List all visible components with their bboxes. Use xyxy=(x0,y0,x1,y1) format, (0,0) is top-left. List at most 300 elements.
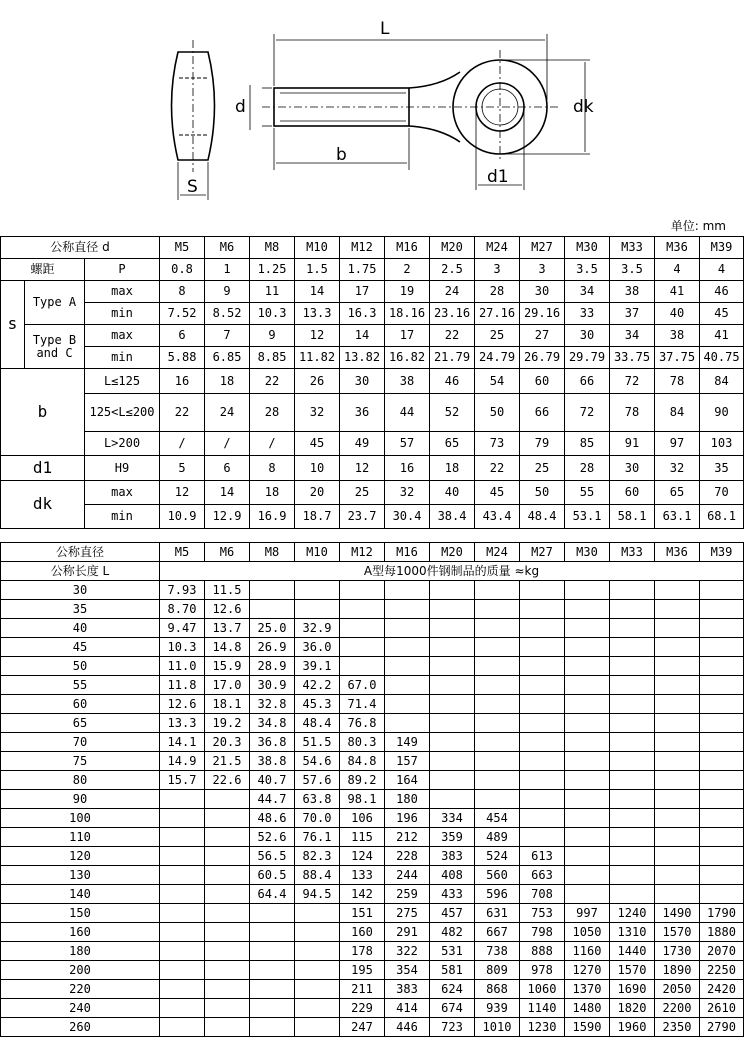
mass-cell: 247 xyxy=(340,1018,385,1037)
mass-cell xyxy=(565,581,610,600)
value-cell: 7.52 xyxy=(160,303,205,325)
mass-cell xyxy=(205,866,250,885)
mass-cell xyxy=(385,581,430,600)
mass-cell xyxy=(610,714,655,733)
mass-cell: 359 xyxy=(430,828,475,847)
value-cell: / xyxy=(160,432,205,456)
mass-cell: 40.7 xyxy=(250,771,295,790)
b-row-2 xyxy=(1,394,744,432)
mass-cell xyxy=(520,714,565,733)
mass-cell xyxy=(700,885,744,904)
mass-cell xyxy=(610,828,655,847)
size-cell: M8 xyxy=(250,543,295,562)
size-cell: M30 xyxy=(565,237,610,259)
size-cell: M16 xyxy=(385,543,430,562)
mass-row xyxy=(1,619,744,638)
mass-cell xyxy=(205,980,250,999)
pitch-cell: 3 xyxy=(520,259,565,281)
dimension-table xyxy=(0,236,744,529)
mass-cell: 631 xyxy=(475,904,520,923)
value-cell: 70 xyxy=(700,481,744,505)
mass-cell: 596 xyxy=(475,885,520,904)
value-cell: 29.79 xyxy=(565,347,610,369)
value-cell: 12.9 xyxy=(205,505,250,529)
mass-cell: 14.9 xyxy=(160,752,205,771)
mass-cell: 259 xyxy=(385,885,430,904)
value-cell: 13.3 xyxy=(295,303,340,325)
mass-cell xyxy=(610,657,655,676)
value-cell: 10.9 xyxy=(160,505,205,529)
value-cell: 24 xyxy=(430,281,475,303)
value-cell: 41 xyxy=(655,281,700,303)
mass-cell xyxy=(565,714,610,733)
size-cell: M12 xyxy=(340,237,385,259)
value-cell: 24.79 xyxy=(475,347,520,369)
s-typeBC-max-row xyxy=(1,325,744,347)
mass-cell: 180 xyxy=(385,790,430,809)
size-cell: M33 xyxy=(610,237,655,259)
mass-cell xyxy=(430,733,475,752)
mass-row xyxy=(1,695,744,714)
value-cell: 57 xyxy=(385,432,430,456)
value-cell: 44 xyxy=(385,394,430,432)
mass-cell xyxy=(340,619,385,638)
mass-row xyxy=(1,638,744,657)
mass-cell: 15.9 xyxy=(205,657,250,676)
size-cell: M5 xyxy=(160,543,205,562)
length-cell: 120 xyxy=(1,847,160,866)
mass-cell: 1820 xyxy=(610,999,655,1018)
mass-cell xyxy=(655,847,700,866)
mass-row xyxy=(1,714,744,733)
mass-cell: 8.70 xyxy=(160,600,205,619)
mass-cell: 1050 xyxy=(565,923,610,942)
length-cell: 110 xyxy=(1,828,160,847)
mass-cell: 76.1 xyxy=(295,828,340,847)
size-header-row xyxy=(1,237,744,259)
pitch-cell: 3 xyxy=(475,259,520,281)
mass-cell xyxy=(655,752,700,771)
mass-cell xyxy=(700,676,744,695)
value-cell: 18.7 xyxy=(295,505,340,529)
d1-row xyxy=(1,456,744,481)
value-cell: 37 xyxy=(610,303,655,325)
value-cell: 60 xyxy=(610,481,655,505)
mass-cell: 1060 xyxy=(520,980,565,999)
mass-cell xyxy=(520,809,565,828)
value-cell: 8 xyxy=(160,281,205,303)
value-cell: 23.16 xyxy=(430,303,475,325)
mass-cell xyxy=(520,752,565,771)
mass-cell xyxy=(655,809,700,828)
value-cell: / xyxy=(205,432,250,456)
mass-size-header-row xyxy=(1,543,744,562)
mass-cell xyxy=(700,809,744,828)
mass-cell: 36.8 xyxy=(250,733,295,752)
value-cell: 33 xyxy=(565,303,610,325)
mass-cell xyxy=(475,676,520,695)
mass-cell xyxy=(655,885,700,904)
mass-cell xyxy=(475,771,520,790)
mass-cell xyxy=(430,676,475,695)
mass-cell xyxy=(385,714,430,733)
mass-cell: 1310 xyxy=(610,923,655,942)
mass-cell xyxy=(565,657,610,676)
mass-cell: 868 xyxy=(475,980,520,999)
value-cell: 13.82 xyxy=(340,347,385,369)
mass-cell xyxy=(700,866,744,885)
value-cell: 9 xyxy=(205,281,250,303)
length-cell: 260 xyxy=(1,1018,160,1037)
mass-cell xyxy=(655,771,700,790)
mass-cell: 1140 xyxy=(520,999,565,1018)
value-cell: / xyxy=(250,432,295,456)
value-cell: 10 xyxy=(295,456,340,481)
mass-caption-row xyxy=(1,562,744,581)
mass-cell: 124 xyxy=(340,847,385,866)
mass-cell: 11.0 xyxy=(160,657,205,676)
value-cell: 97 xyxy=(655,432,700,456)
mass-cell: 674 xyxy=(430,999,475,1018)
mass-cell xyxy=(655,695,700,714)
length-cell: 220 xyxy=(1,980,160,999)
mass-cell: 1230 xyxy=(520,1018,565,1037)
mass-cell: 1690 xyxy=(610,980,655,999)
mass-cell xyxy=(565,809,610,828)
mass-cell: 212 xyxy=(385,828,430,847)
mass-table xyxy=(0,542,744,1037)
b-range-3: L>200 xyxy=(85,432,160,456)
mass-cell xyxy=(340,657,385,676)
value-cell: 72 xyxy=(565,394,610,432)
mass-row xyxy=(1,980,744,999)
mass-cell xyxy=(250,1018,295,1037)
value-cell: 53.1 xyxy=(565,505,610,529)
mass-cell: 71.4 xyxy=(340,695,385,714)
pitch-cell: 3.5 xyxy=(610,259,655,281)
mass-cell xyxy=(655,676,700,695)
label-d: d xyxy=(235,97,246,117)
mass-cell: 613 xyxy=(520,847,565,866)
mass-cell: 489 xyxy=(475,828,520,847)
value-cell: 58.1 xyxy=(610,505,655,529)
value-cell: 90 xyxy=(700,394,744,432)
value-cell: 22 xyxy=(475,456,520,481)
value-cell: 40.75 xyxy=(700,347,744,369)
value-cell: 30 xyxy=(340,369,385,394)
mass-cell: 581 xyxy=(430,961,475,980)
mass-cell xyxy=(385,638,430,657)
mass-row xyxy=(1,923,744,942)
size-cell: M30 xyxy=(565,543,610,562)
mass-cell: 164 xyxy=(385,771,430,790)
mass-cell: 1490 xyxy=(655,904,700,923)
mass-cell: 2790 xyxy=(700,1018,744,1037)
mass-cell xyxy=(520,657,565,676)
value-cell: 68.1 xyxy=(700,505,744,529)
mass-cell xyxy=(295,980,340,999)
mass-row xyxy=(1,847,744,866)
mass-cell xyxy=(520,619,565,638)
mass-cell xyxy=(475,790,520,809)
mass-cell: 275 xyxy=(385,904,430,923)
mass-cell: 34.8 xyxy=(250,714,295,733)
mass-cell xyxy=(295,923,340,942)
mass-cell xyxy=(475,600,520,619)
mass-cell: 45.3 xyxy=(295,695,340,714)
value-cell: 48.4 xyxy=(520,505,565,529)
pitch-cell: 0.8 xyxy=(160,259,205,281)
mass-cell: 2200 xyxy=(655,999,700,1018)
mass-cell: 54.6 xyxy=(295,752,340,771)
length-cell: 40 xyxy=(1,619,160,638)
mass-cell: 133 xyxy=(340,866,385,885)
size-cell: M39 xyxy=(700,543,744,562)
mass-cell: 70.0 xyxy=(295,809,340,828)
value-cell: 27.16 xyxy=(475,303,520,325)
value-cell: 5 xyxy=(160,456,205,481)
value-cell: 6 xyxy=(160,325,205,347)
mass-cell: 36.0 xyxy=(295,638,340,657)
mass-cell xyxy=(205,828,250,847)
mass-cell xyxy=(160,790,205,809)
value-cell: 28 xyxy=(565,456,610,481)
typeBC-label: Type B and C xyxy=(25,325,85,369)
value-cell: 84 xyxy=(655,394,700,432)
value-cell: 65 xyxy=(655,481,700,505)
value-cell: 37.75 xyxy=(655,347,700,369)
mass-cell xyxy=(340,638,385,657)
mass-cell: 322 xyxy=(385,942,430,961)
mass-cell xyxy=(610,866,655,885)
mass-cell xyxy=(205,923,250,942)
value-cell: 18 xyxy=(250,481,295,505)
mass-cell xyxy=(205,942,250,961)
mass-cell xyxy=(655,581,700,600)
label-L: L xyxy=(380,19,390,39)
value-cell: 45 xyxy=(295,432,340,456)
label-S: S xyxy=(187,177,198,197)
mass-cell: 57.6 xyxy=(295,771,340,790)
value-cell: 14 xyxy=(340,325,385,347)
mass-cell xyxy=(610,676,655,695)
mass-cell: 56.5 xyxy=(250,847,295,866)
mass-cell: 1270 xyxy=(565,961,610,980)
mass-cell xyxy=(205,961,250,980)
mass-cell xyxy=(160,961,205,980)
mass-cell: 1590 xyxy=(565,1018,610,1037)
mass-cell xyxy=(700,847,744,866)
value-cell: 85 xyxy=(565,432,610,456)
mass-cell xyxy=(610,638,655,657)
value-cell: 22 xyxy=(250,369,295,394)
mass-cell: 12.6 xyxy=(205,600,250,619)
value-cell: 36 xyxy=(340,394,385,432)
mass-cell: 446 xyxy=(385,1018,430,1037)
value-cell: 33.75 xyxy=(610,347,655,369)
mass-cell xyxy=(430,752,475,771)
mass-cell xyxy=(250,961,295,980)
mass-cell xyxy=(700,581,744,600)
mass-cell: 151 xyxy=(340,904,385,923)
mass-cell xyxy=(565,866,610,885)
mass-cell: 14.1 xyxy=(160,733,205,752)
mass-cell xyxy=(520,771,565,790)
value-cell: 12 xyxy=(160,481,205,505)
value-cell: 38 xyxy=(655,325,700,347)
mass-cell xyxy=(385,600,430,619)
size-cell: M8 xyxy=(250,237,295,259)
mass-cell: 76.8 xyxy=(340,714,385,733)
size-cell: M36 xyxy=(655,237,700,259)
mass-cell: 1440 xyxy=(610,942,655,961)
mass-cell xyxy=(655,600,700,619)
value-cell: 43.4 xyxy=(475,505,520,529)
mass-cell: 663 xyxy=(520,866,565,885)
value-cell: 66 xyxy=(520,394,565,432)
mass-cell: 60.5 xyxy=(250,866,295,885)
mass-cell xyxy=(160,809,205,828)
value-cell: 25 xyxy=(520,456,565,481)
mass-cell xyxy=(610,752,655,771)
value-cell: 41 xyxy=(700,325,744,347)
mass-cell: 196 xyxy=(385,809,430,828)
mass-cell: 32.8 xyxy=(250,695,295,714)
mass-cell xyxy=(295,942,340,961)
mass-cell: 89.2 xyxy=(340,771,385,790)
mass-row xyxy=(1,942,744,961)
mass-row xyxy=(1,790,744,809)
mass-cell xyxy=(565,600,610,619)
value-cell: 34 xyxy=(610,325,655,347)
mass-cell xyxy=(700,714,744,733)
mass-cell xyxy=(205,904,250,923)
min-label: min xyxy=(85,505,160,529)
mass-cell xyxy=(295,961,340,980)
mass-cell xyxy=(565,828,610,847)
value-cell: 46 xyxy=(700,281,744,303)
mass-cell: 20.3 xyxy=(205,733,250,752)
mass-cell: 457 xyxy=(430,904,475,923)
mass-cell: 22.6 xyxy=(205,771,250,790)
size-cell: M39 xyxy=(700,237,744,259)
value-cell: 14 xyxy=(295,281,340,303)
mass-cell xyxy=(430,714,475,733)
mass-row xyxy=(1,600,744,619)
value-cell: 16.3 xyxy=(340,303,385,325)
mass-cell xyxy=(475,733,520,752)
unit-label: 单位: mm xyxy=(670,219,726,233)
mass-cell: 354 xyxy=(385,961,430,980)
mass-cell: 42.2 xyxy=(295,676,340,695)
dk-label: dk xyxy=(1,481,85,529)
mass-cell xyxy=(700,771,744,790)
mass-cell xyxy=(655,714,700,733)
value-cell: 25 xyxy=(340,481,385,505)
value-cell: 19 xyxy=(385,281,430,303)
mass-cell xyxy=(205,1018,250,1037)
min-label: min xyxy=(85,303,160,325)
value-cell: 12 xyxy=(340,456,385,481)
mass-cell: 1730 xyxy=(655,942,700,961)
size-cell: M10 xyxy=(295,543,340,562)
mass-cell: 291 xyxy=(385,923,430,942)
length-cell: 150 xyxy=(1,904,160,923)
value-cell: 9 xyxy=(250,325,295,347)
s-label: s xyxy=(1,281,25,369)
mass-row xyxy=(1,581,744,600)
mass-cell: 2610 xyxy=(700,999,744,1018)
mass-cell: 10.3 xyxy=(160,638,205,657)
pitch-cell: 1.5 xyxy=(295,259,340,281)
mass-cell: 7.93 xyxy=(160,581,205,600)
length-cell: 55 xyxy=(1,676,160,695)
mass-cell: 149 xyxy=(385,733,430,752)
mass-cell xyxy=(520,676,565,695)
mass-cell: 723 xyxy=(430,1018,475,1037)
length-cell: 240 xyxy=(1,999,160,1018)
mass-cell: 888 xyxy=(520,942,565,961)
value-cell: 16.82 xyxy=(385,347,430,369)
mass-cell xyxy=(160,980,205,999)
length-cell: 130 xyxy=(1,866,160,885)
typeA-label: Type A xyxy=(25,281,85,325)
value-cell: 16 xyxy=(160,369,205,394)
mass-cell: 39.1 xyxy=(295,657,340,676)
max-label: max xyxy=(85,281,160,303)
mass-cell: 15.7 xyxy=(160,771,205,790)
mass-cell xyxy=(160,942,205,961)
pitch-cell: 2 xyxy=(385,259,430,281)
mass-cell xyxy=(295,999,340,1018)
mass-cell: 26.9 xyxy=(250,638,295,657)
mass-row xyxy=(1,904,744,923)
value-cell: 30 xyxy=(610,456,655,481)
length-cell: 45 xyxy=(1,638,160,657)
mass-cell xyxy=(475,752,520,771)
value-cell: 22 xyxy=(160,394,205,432)
mass-cell xyxy=(205,885,250,904)
mass-cell: 939 xyxy=(475,999,520,1018)
value-cell: 22 xyxy=(430,325,475,347)
length-cell: 80 xyxy=(1,771,160,790)
mass-cell: 2350 xyxy=(655,1018,700,1037)
value-cell: 29.16 xyxy=(520,303,565,325)
mass-cell: 19.2 xyxy=(205,714,250,733)
mass-cell: 9.47 xyxy=(160,619,205,638)
mass-cell: 228 xyxy=(385,847,430,866)
mass-row xyxy=(1,676,744,695)
mass-cell xyxy=(430,790,475,809)
mass-row xyxy=(1,771,744,790)
size-cell: M24 xyxy=(475,237,520,259)
mass-cell: 48.4 xyxy=(295,714,340,733)
mass-cell: 997 xyxy=(565,904,610,923)
value-cell: 40 xyxy=(655,303,700,325)
mass-cell: 1160 xyxy=(565,942,610,961)
value-cell: 72 xyxy=(610,369,655,394)
mass-cell xyxy=(205,809,250,828)
value-cell: 17 xyxy=(385,325,430,347)
value-cell: 50 xyxy=(475,394,520,432)
length-cell: 200 xyxy=(1,961,160,980)
size-cell: M10 xyxy=(295,237,340,259)
mass-cell: 531 xyxy=(430,942,475,961)
mass-cell: 51.5 xyxy=(295,733,340,752)
mass-cell xyxy=(250,942,295,961)
mass-cell xyxy=(295,1018,340,1037)
mass-cell xyxy=(700,600,744,619)
